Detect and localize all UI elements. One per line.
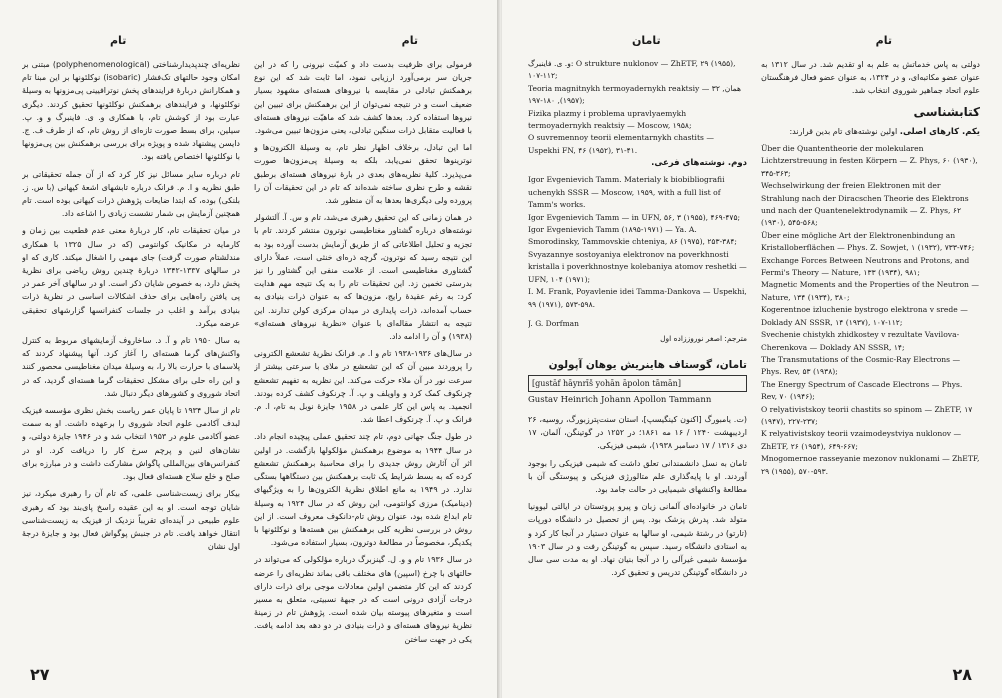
- bib-entry: O relyativistskoy teorii chastits so spinom — ZhETF, ۱۷ (۱۹۴۷), ۲۲۷-۲۳۷;: [761, 404, 973, 426]
- running-head-left-col: تام: [110, 34, 127, 47]
- left-page: [0, 0, 498, 698]
- bib-entry: O suvremennoy teorii elementarnykh chastits — Uspekhi FN, ۴۶ (۱۹۵۲), ۳۱-۴۱.: [528, 133, 714, 155]
- bib-entry: Svyazannye sostoyaniya elektronov na poverkhnosti kristalla i poverkhnostnye kolebaniya atomov reshetki — UFN, ۱۰۴ (۱۹۷۱);: [528, 249, 747, 284]
- paragraph: تامان در خانواده‌ای آلمانی زبان و پیرو پروتستان در ایالتی لیوونیا متولد شد. پدرش پزشک بود. پس از تحصیل در دانشگاه دورپات (تارتو) در رشتهٔ شیمی، او سالها به عنوان دستیار در آنجا کار کرد و به استادی دانشگاه رسید. سپس به گوتینگن رفت و در سال ۱۹۰۳ مؤسسهٔ شیمی غیرآلی را در آنجا بنیان نهاد. او به مدت سی سال در دانشگاه گوتینگن تدریس و تحقیق کرد.: [528, 502, 747, 578]
- text-columns: [22, 58, 472, 668]
- running-head-right-col: تام: [401, 34, 418, 47]
- bib-entry: Kogerentnoe izluchenie bystrogo elektrona v srede — Doklady AN SSSR, ۱۴ (۱۹۳۷), ۱۰۷-۱۱۲;: [761, 305, 968, 327]
- secondary-literature-title: دوم. نوشته‌های فرعی.: [651, 158, 747, 169]
- bib-entry: K relyativistskoy teorii vzaimodeystviya nuklonov — ZhETF, ۲۶ (۱۹۵۴), ۶۴۹-۶۶۷;: [761, 429, 962, 451]
- paragraph: نظریه‌ای چندپدیدارشناختی (polyphenomenological) مبتنی بر امکان وجود حالتهای تک‌فشار (isobaric) نوکلئونها بر این مبنا تام و همکارانش دربارهٔ فرایندهای پخش نوترافیینی پی‌مزونها به وسیلهٔ نوکلئونها، و فرایندهای برهمکنش نوکلئونها تحقیق کردند. دیگری عبارت بود از کوشش تام، با همکاری و. ی. فاینبرگ و و. پ. سیلین، برای بسط صورت تازه‌ای از روش تام، که از طرف ف. ج. دایسن پیشنهاد شده و پویژه برای بررسی برهمکنش بین پی‌مزونها با نوکلئونها اختصاص یافته بود.: [22, 60, 240, 162]
- bib-entry: Exchange Forces Between Neutrons and Protons, and Fermi's Theory — Nature, ۱۳۳ (۱۹۳۴), ۹۸۱;: [761, 255, 970, 278]
- right-page: [502, 0, 1002, 698]
- paragraph: تام از سال ۱۹۳۴ تا پایان عمر ریاست بخش نظری مؤسسه فیزیک لبدف آکادمی علوم اتحاد شوروی را برعهده داشت. او به سمت عضو آکادمی علوم در ۱۹۵۳ انتخاب شد و در ۱۹۴۶ جایزهٔ دولتی، و نشان‌های لنین و پرچم سرخ کار را دریافت کرد. او در کنفرانس‌های بین‌المللی پاگواش مشارکت داشت و در مبارزه برای صلح و خلع سلاح هسته‌ای فعال بود.: [22, 406, 240, 482]
- bibliography-continued: [528, 58, 747, 157]
- bib-entry: Fizika plazmy i problema upravlyaemykh termoyadernykh reaktsiy — Moscow, ۱۹۵۸;: [528, 108, 692, 131]
- bib-entry: Wechselwirkung der freien Elektronen mit der Strahlung nach der Diracschen Theorie des Elektrons und nach der Quantenelektrodynamik — Z. Phys, ۶۲ (۱۹۳۰), ۵۴۵-۵۶۸;: [761, 181, 969, 228]
- bib-entry: Mnogomernoe rasseyanie mezonov nuklonami — ZhETF, ۲۹ (۱۹۵۵), ۵۷۰-۵۹۳.: [761, 454, 980, 476]
- bib-entry: I. M. Frank, Poyavlenie idei Tamma-Dankova — Uspekhi, ۹۹ (۱۹۷۱), ۵۷۳-۵۹۸.: [528, 287, 747, 309]
- bib-entry: Magnetic Moments and the Properties of the Neutron — Nature, ۱۳۴ (۱۹۳۴), ۳۸۰;: [761, 280, 979, 302]
- column-left: [22, 58, 240, 668]
- paragraph: در سال ۱۹۳۶ تام و و. ل. گینزبرگ درباره مؤلکولی که می‌تواند در حالتهای با چرخ (اسپین) های مختلف باقی بماند نظریه‌ای را عرضه کردند که این کار متضمن اولین معادلات موجی برای ذرات دارای درجات آزادی درونی است که در جبههٔ نسبیتی، متعلق به مسیر است و متغیرهای پیوسته بیان شده است. پژوهش تام در زمینهٔ نظریهٔ نیروهای هسته‌ای و ذرات بنیادی در دو دهه بعد ادامه یافت. یکی در جهت ساختن: [254, 555, 472, 644]
- running-head-left-col: تامان: [632, 34, 661, 47]
- paragraph: فرمولی برای ظرفیت بدست داد و کمیّت نیرونی را که در این جریان سر برمی‌آورد ارزیابی نمود، اما ثابت شد که این نوع برهمکنش تبادلی در مقایسه با نیروهای هسته‌ای مشهود بسیار ضعیف است و در نتیجه نمی‌توان از این برهمکنش برای تبیین این نیروها استفاده کرد. بعدها کشف شد که ماهیّت نیروهای هسته‌ای با فعالیت متقابل ذرات سنگین تبادلی، یعنی مزون‌ها تبیین می‌شود.: [254, 60, 472, 136]
- page-number: ۲۸: [952, 665, 972, 684]
- running-head-right-col: تام: [875, 34, 892, 47]
- bib-entry: Über eine mögliche Art der Elektronenbindung an Kristalloberflächen — Phys. Z. Sowjet, ۱ (۱۹۳۲), ۷۳۳-۷۴۶;: [761, 230, 975, 253]
- column-left: [528, 58, 747, 668]
- sub-title: یکم. کارهای اصلی.: [899, 126, 980, 137]
- bib-entry: Svechenie chistykh zhidkostey v rezultate Vavilova-Cherenkova — Doklady AN SSSR, ۱۴;: [761, 330, 960, 352]
- text-columns: [528, 58, 980, 668]
- bib-entry: Über die Quantentheorie der molekularen Lichtzerstreuung in festen Körpern — Z. Phys, ۶۰ (۱۹۳۰), ۳۴۵-۳۶۳;: [761, 144, 978, 178]
- section-title: کتابشناسی: [913, 104, 980, 119]
- paragraph: تام درباره سایر مسائل نیز کار کرد که از آن جمله تحقیقاتی بر طبق نظریه و ا. م. فرانک درباره تابشهای اشعهٔ کیهانی (با س. ز. بلنکی) بوده، که ابتدا ضایعات پژوهش ذرات کیهانی بوده است. تام همچنین آزمایش بی شمار نشست زیادی را اشاعه داد.: [22, 169, 240, 219]
- paragraph: (ت. یامبورگ [اکنون کینگیسپ]، استان سنت‌پترزبورگ، روسیه، ۲۶ اردیبهشت ۱۲۴۰ / ۱۶ مه ۱۸۶۱؛ در ۱۲۵۲ در گوتینگن، آلمان، ۱۷ دی ۱۳۱۶ / ۱۷ دسامبر ۱۹۳۸)، شیمی فیزیکی.: [528, 414, 747, 451]
- article-title: تامان، گوستاف هاینریش یوهان آپولون: [548, 359, 747, 372]
- paragraph: به سال ۱۹۵۰ تام و آ. د. ساخاروف آزمایشهای مربوط به کنترل واکنش‌های گرما هسته‌ای را آغاز کرد. آنها پیشنهاد کردند که پلاسمای با حرارت بالا را، به وسیلهٔ میدان مغناطیسی محصور کنند و این راه حلی برای مشکل تحقیقات گرما هسته‌ای گردید، که در اتحاد شوروی و کشورهای دیگر دنبال شد.: [22, 336, 240, 398]
- article-author: J. G. Dorfman: [528, 318, 579, 328]
- latin-name: Gustav Heinrich Johann Apollon Tammann: [528, 394, 712, 405]
- paragraph: دولتی به پاس خدماتش به علم به او تقدیم شد. در سال ۱۳۱۲ به عنوان عضو مکاتبه‌ای، و در ۱۳۲۴، به عنوان عضو فعال فرهنگستان علوم اتحاد جماهیر شوروی انتخاب شد.: [761, 60, 980, 96]
- bib-entry: The Transmutations of the Cosmic-Ray Electrons — Phys. Rev, ۵۳ (۱۹۳۸);: [761, 354, 961, 377]
- paragraph: تامان به نسل دانشمندانی تعلق داشت که شیمی فیزیکی را بوجود آوردند. او با پایه‌گذاری علم متالورژی فیزیکی و پیوستگی آن با مطالعهٔ واکنشهای شیمیایی در حالت جامد بود.: [528, 458, 747, 494]
- paragraph: اما این تبادل، برخلاف اظهار نظر تام، به وسیلهٔ الکترون‌ها و نوترینوها تحقق نمی‌یابد، بلکه به وسیلهٔ پی‌مزون‌ها صورت می‌پذیرد. کلیهٔ نظریه‌های بعدی در بارهٔ نیروهای هسته‌ای برطبق نقشه و طرح نظری ساخته شده‌اند که تام در این تحقیقات آن را پرورده ولی دیگری‌ها بعدها به آن منظور شد.: [254, 143, 472, 206]
- paragraph: در میان تحقیقات تام، کار دربارهٔ معنی عدم قطعیت بین زمان و کارمایه در مکانیک کوانتومی (که در سال ۱۳۲۵ با همکاری مندلشتام صورت گرفت) جای مهمی را اشغال میکند. کاری که او در سالهای ۱۳۳۷-۱۳۴۲ دربارهٔ چندین روش ریاضی برای نظریهٔ پخش دارد، به خصوص شایان ذکر است. او در سالهای آخر عمر در پی یافتن راه‌هایی برای حذف اشکالات اساسی در نظریهٔ ذرات بنیادی برآمد و اغلب در جلسات کنفرانسها گزارشهای تحقیقی عرضه میکرد.: [22, 226, 240, 328]
- bib-entry: Igor Evgenievich Tamm (۱۸۹۵-۱۹۷۱) — Ya. A. Smorodinsky, Tammovskie chteniya, ۸۶ (۱۹۷۵), ۲۵۳-۳۸۴;: [528, 225, 737, 247]
- secondary-literature-list: [528, 174, 747, 310]
- sub-text: اولین نوشته‌های تام بدین قرارند:: [789, 126, 898, 136]
- bib-entry: The Energy Spectrum of Cascade Electrons — Phys. Rev, ۷۰ (۱۹۴۶);: [761, 379, 963, 402]
- page-number: ۲۷: [30, 665, 50, 684]
- paragraph: در طول جنگ جهانی دوم، تام چند تحقیق عملی پیچیده انجام داد. در سال ۱۹۴۴ به موضوع برهمکنش مؤلکولها بازگشت. در اولین اثر آن آثارش روش جدیدی را برای محاسبهٔ برهمکنش تشعشع کرده که به بسط شرایط یک ثابت برهمکنش بین دستگاهها بستگی ندارد. در ۱۹۴۹ به مانع اطلاق نظریهٔ الکترون‌ها را به ویژگیهای (دیناميک) مرزی کوانتومی، این روش که در سال ۱۹۲۴ به وسیلهٔ تام ابداع شده بود، عنوان روش تام-دانکوف معروف است. از این روش در بررسی نظریه کلی برهمکنش بین هسته‌ها و نوکلئونها با یکدیگر، مخصوصاً در مطالعهٔ دوترون، بسیار استفاده می‌شود.: [254, 432, 472, 548]
- paragraph: در همان زمانی که این تحقیق رهبری می‌شد، تام و س. آ. آلتشولر نوشته‌های درباره گشتاور مغناطیسی نوترون منتشر کردند. تام با تجزیه و تحلیل اطلاعاتی که از طریق آزمایش بدست آورده بود به این نتیجه رسید که نوترون، گرچه ذره‌ای خنثی است، عملاً دارای گشتاوری مغناطیسی است. از علامت منفی این گشتاور را نیز بدرستی تخمین زد. این تحقیقات تام را به یک نتیجه مهم هدایت کرد: به رغم عقیدهٔ رایج، مزون‌ها که به عنوان ذرات بنیادی به حساب آمده‌اند، ذرات پایداری در میدان مرکزی کولن تدارند. این نتیجه به انتشار مقاله‌ای با عنوان «نظریهٔ نیروهای هسته‌ای» (۱۹۳۸) و آن را ادامه داد.: [254, 213, 472, 342]
- bib-entry: و. ی. فاینبرگ: O strukture nuklonov — ZhETF, ۲۹ (۱۹۵۵), ۱۰۷-۱۱۲;: [528, 59, 736, 81]
- translator-credit: مترجم: اصغر نوروززاده اول: [660, 334, 747, 344]
- paragraph: در سال‌های ۱۹۳۶-۱۹۳۸ تام و ا. م. فرانک نظریهٔ تشعشع الکترونی را پروردند مبین آن که این تشعشع در ملای با سرعتی بیشتر از سرعت نور در آن ملاء حرکت می‌کند. این نظریه به تفهیم تشعشع چرنکوف کمک کرد و واویلف و پ. آ. چرنکوف کشف کرده بودند. انجمید. به پاس این کار علمی در ۱۹۵۸ جایزهٔ نوبل به تام، ا. م. فرانک و پ. آ. چرنکوف اعطا شد.: [254, 349, 472, 425]
- paragraph: بیکار برای زیست‌شناسی علمی، که تام آن را رهبری میکرد، نیز شایان توجه است. او به این عقیده راسخ پای‌بند بود که رهبری علوم طبیعی در آینده‌ای تقریباً نزدیک از فیزیک به زیست‌شناسی انتقال خواهد یافت. تام در جنبش پوگواش فعال بود و جایزهٔ درجهٔ اول نشان: [22, 489, 240, 552]
- column-right: [761, 58, 980, 668]
- bib-entry: Igor Evgenievich Tamm — in UFN, ۵۶, ۳ (۱۹۵۵), ۴۶۹-۴۷۵;: [528, 212, 741, 222]
- bib-entry: Igor Evgenievich Tamm. Materialy k biobibliografii uchenykh SSSR — Moscow, ۱۹۵۹, with a full list of Tamm's works.: [528, 175, 725, 210]
- column-right: [254, 58, 472, 668]
- bib-entry: Teoria magnitnykh termoyadernykh reaktsiy — همان, ۳۲ (۱۹۵۷), ۱۸۰-۱۹۷;: [528, 83, 742, 106]
- sub-heading: [761, 125, 980, 139]
- transliteration-box: [gustāf hāynrīš yohān āpolon tāmān]: [528, 375, 747, 392]
- bibliography-list: [761, 143, 980, 478]
